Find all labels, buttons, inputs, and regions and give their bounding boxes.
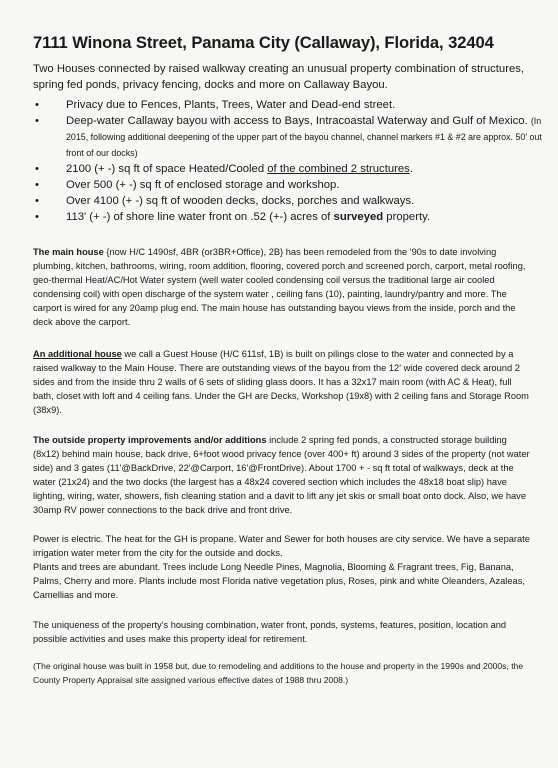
power-paragraph: Power is electric. The heat for the GH is propane. Water and Sewer for both houses are city service. We have a separate irrigation water meter from the city for the outside and docks. [33,534,530,558]
list-item [33,177,543,193]
list-item [33,193,543,209]
bullet-icon: • [35,99,39,111]
list-item-note: (In 2015, following additional deepening of the upper part of the bayou channel, channel markers #1 & #2 are approx. 50' out front of our docks) [66,116,542,158]
page-title: 7111 Winona Street, Panama City (Callaway), Florida, 32404 [33,33,494,52]
list-item-text: Deep-water Callaway bayou with access to Bays, Intracoastal Waterway and Gulf of Mexico. [66,115,528,127]
guest-house-lead: An additional house [33,349,122,359]
guest-house-text: we call a Guest House (H/C 611sf, 1B) is built on pilings close to the water and connected by a raised walkway to the Main House. There are outstanding views of the bayou from the 12' wide covered deck around 2 sides and from the inside thru 2 walls of 6 sets of sliding glass doors. It has a 32x17 main room (with AC & Heat), full bath, closet with loft and 4 ceiling fans. Under the GH are Decks, Workshop (19x8) with 2 ceiling fans and Storage Room (38x9). [33,349,529,415]
outside-improvements-paragraph [33,433,533,517]
outside-text: include 2 spring fed ponds, a constructed storage building (8x12) behind main house, back drive, 6+foot wood privacy fence (over 400+ ft) around 3 sides of the property (not water side) and 3 gates (11'@BackDrive, 22'@Carport, 16'@FrontDrive). About 1700 + - sq ft total of walkways, deck at the water (21x24) and the two docks (the largest has a 48x24 covered section which includes the 48x18 boat slip) have lighting, wiring, water, showers, fish cleaning station and a davit to lift any jet skis or small boat onto dock. Also, we have 30amp RV power connections to the back drive and front drive. [33,435,530,515]
feature-list [33,97,543,225]
list-item-underlined: of the combined 2 structures [267,163,410,175]
main-house-lead: The main house [33,247,104,257]
intro-paragraph: Two Houses connected by raised walkway creating an unusual property combination of structures, spring fed ponds, privacy fencing, docks and more on Callaway Bayou. [33,63,525,91]
list-item [33,113,543,161]
bullet-icon: • [35,195,39,207]
list-item-text: Over 4100 (+ -) sq ft of wooden decks, docks, porches and walkways. [66,195,415,207]
uniqueness-paragraph: The uniqueness of the property's housing combination, water front, ponds, systems, features, position, location and possible activities and uses make this property ideal for retirement. [33,620,507,644]
guest-house-paragraph [33,347,533,417]
list-item-text: Over 500 (+ -) sq ft of enclosed storage and workshop. [66,179,340,191]
outside-lead: The outside property improvements and/or additions [33,435,267,445]
list-item-text: Privacy due to Fences, Plants, Trees, Water and Dead-end street. [66,99,396,111]
list-item [33,97,543,113]
list-item-text-end: property. [383,211,431,223]
list-item-text: 2100 (+ -) sq ft of space Heated/Cooled [66,163,268,175]
list-item [33,209,543,225]
bullet-icon: • [35,115,39,127]
main-house-paragraph [33,245,533,329]
list-item-text-end: . [409,163,413,175]
list-item [33,161,543,177]
bullet-icon: • [35,163,39,175]
main-house-text: {now H/C 1490sf, 4BR (or3BR+Office), 2B} has been remodeled from the '90s to date involving plumbing, kitchen, bathrooms, wiring, room addition, flooring, covered porch and screened porch, carport, metal roofing, geo-thermal Heat/AC/Hot Water system (well water cooled condensing coil versus the traditional large air cooled condensing coil) with open discharge of the system water , ceiling fans (10), painting, laundry/pantry and more. The carport is wired for any 20amp plug end. The main house has outstanding bayou views from the inside, porch and the deck above the carport. [33,247,526,327]
list-item-bold: surveyed [333,211,384,223]
bullet-icon: • [35,179,39,191]
bullet-icon: • [35,211,39,223]
list-item-text: 113' (+ -) of shore line water front on .52 (+-) acres of [66,211,334,223]
plants-paragraph: Plants and trees are abundant. Trees include Long Needle Pines, Magnolia, Blooming & Fragrant trees, Fig, Banana, Palms, Cherry and more. Plants include most Florida native vegetation plus, Roses, pink and white Oleanders, Azaleas, Camellias and more. [33,562,525,600]
footnote-paragraph: (The original house was built in 1958 but, due to remodeling and additions to the house and property in the 1990s and 2000s, the County Property Appraisal site assigned various effective dates of 1988 thru 2008.) [33,661,524,685]
